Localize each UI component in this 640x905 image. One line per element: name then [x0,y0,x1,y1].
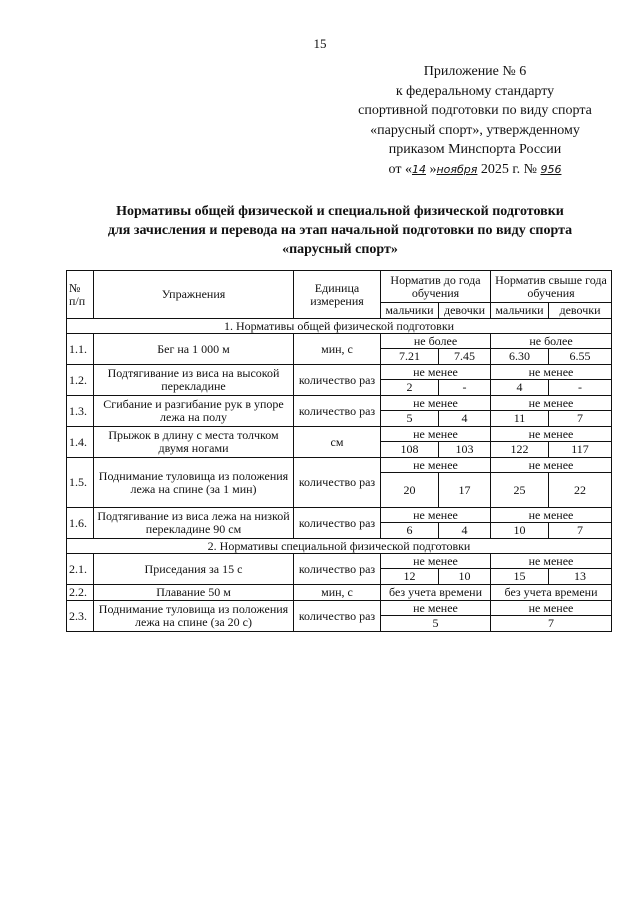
unit: количество раз [294,508,381,539]
norm-value-girls: 13 [549,569,612,585]
title-line: «парусный спорт» [282,242,398,257]
row-number: 2.2. [67,585,94,601]
row-number: 2.3. [67,601,94,632]
exercise-name: Сгибание и разгибание рук в упоре лежа на полу [94,396,294,427]
header-boys: мальчики [381,303,439,319]
norm-value-boys: 10 [491,523,549,539]
exercise-name: Бег на 1 000 м [94,334,294,365]
exercise-name: Плавание 50 м [94,585,294,601]
section-title: 1. Нормативы общей физической подготовки [67,319,612,334]
norm-value-boys: 15 [491,569,549,585]
standards-table [66,270,612,632]
row-number: 1.4. [67,427,94,458]
norm-value-boys: 7.21 [381,349,439,365]
row-number: 2.1. [67,554,94,585]
norm-value-girls: 4 [439,411,491,427]
norm-condition: не более [381,334,491,349]
norm-value-girls: 7 [549,411,612,427]
norm-value-girls: 10 [439,569,491,585]
unit: мин, с [294,585,381,601]
order-date-line [330,160,620,180]
norm-value-girls: 117 [549,442,612,458]
norm-condition: не более [491,334,612,349]
exercise-name: Прыжок в длину с места толчком двумя ногами [94,427,294,458]
unit: мин, с [294,334,381,365]
header-group-after-first-year: Норматив свыше года обучения [491,271,612,303]
norm-condition: не менее [491,365,612,380]
norm-condition: не менее [491,601,612,616]
norm-condition: не менее [381,458,491,473]
norm-condition: не менее [381,427,491,442]
unit: количество раз [294,554,381,585]
header-group-first-year: Норматив до года обучения [381,271,491,303]
section-title: 2. Нормативы специальной физической подготовки [67,539,612,554]
header-num: № п/п [67,271,94,319]
table-row [67,458,612,473]
appendix-line: к федеральному стандарту [395,83,555,99]
header-boys: мальчики [491,303,549,319]
exercise-name: Подтягивание из виса лежа на низкой перекладине 90 см [94,508,294,539]
table-row [67,601,612,616]
norm-value-boys: 25 [491,473,549,508]
norm-condition: не менее [491,458,612,473]
norm-value-boys: 122 [491,442,549,458]
norm-value-boys: 12 [381,569,439,585]
unit: количество раз [294,601,381,632]
exercise-name: Поднимание туловища из положения лежа на спине (за 20 с) [94,601,294,632]
table-row [67,365,612,380]
norm-value-girls: 7 [549,523,612,539]
row-number: 1.2. [67,365,94,396]
exercise-name: Подтягивание из виса на высокой перекладине [94,365,294,396]
date-year: 2025 г. № [477,161,541,177]
appendix-line: «парусный спорт», утвержденному [370,122,580,138]
table-row [67,396,612,411]
date-mid: » [425,161,437,177]
handwritten-order-number: 956 [540,162,562,176]
row-number: 1.1. [67,334,94,365]
norm-value-boys: 11 [491,411,549,427]
header-exercise: Упражнения [94,271,294,319]
page-number: 15 [313,36,327,51]
title-line: Нормативы общей физической и специальной физической подготовки [116,204,564,219]
norm-value: 5 [381,616,491,632]
norm-value-girls: - [439,380,491,396]
unit: см [294,427,381,458]
header-girls: девочки [549,303,612,319]
norm-value-girls: 6.55 [549,349,612,365]
appendix-line: Приложение № 6 [423,64,527,79]
norm-value-boys: 2 [381,380,439,396]
unit: количество раз [294,396,381,427]
exercise-name: Приседания за 15 с [94,554,294,585]
date-prefix: от « [388,161,412,177]
norm-value-girls: 22 [549,473,612,508]
table-row [67,427,612,442]
norm-condition: не менее [491,554,612,569]
handwritten-day: 14 [411,162,426,176]
exercise-name: Поднимание туловища из положения лежа на спине (за 1 мин) [94,458,294,508]
title-line: для зачисления и перевода на этап начальной подготовки по виду спорта [107,223,573,238]
section-row [67,539,612,554]
norm-value: 7 [491,616,612,632]
norm-value: без учета времени [491,585,612,601]
document-title [60,202,620,259]
table-row [67,334,612,349]
table-row [67,585,612,601]
row-number: 1.6. [67,508,94,539]
norm-condition: не менее [381,365,491,380]
header-girls: девочки [439,303,491,319]
appendix-line: приказом Минспорта России [388,142,562,157]
section-row [67,319,612,334]
unit: количество раз [294,458,381,508]
norm-condition: не менее [491,508,612,523]
norm-value-girls: 17 [439,473,491,508]
norm-value-boys: 5 [381,411,439,427]
table-row [67,554,612,569]
appendix-block [330,62,620,179]
handwritten-month: ноября [436,162,478,176]
row-number: 1.3. [67,396,94,427]
norm-value-girls: 7.45 [439,349,491,365]
norm-value: без учета времени [381,585,491,601]
norm-condition: не менее [381,396,491,411]
unit: количество раз [294,365,381,396]
norm-value-girls: - [549,380,612,396]
norm-value-boys: 6 [381,523,439,539]
header-unit: Единица измерения [294,271,381,319]
table-row [67,508,612,523]
appendix-line: спортивной подготовки по виду спорта [358,103,592,118]
norm-value-boys: 20 [381,473,439,508]
norm-condition: не менее [491,427,612,442]
norm-value-boys: 6.30 [491,349,549,365]
norm-value-boys: 4 [491,380,549,396]
norm-value-boys: 108 [381,442,439,458]
norm-value-girls: 4 [439,523,491,539]
norm-condition: не менее [381,601,491,616]
norm-condition: не менее [491,396,612,411]
norm-condition: не менее [381,554,491,569]
row-number: 1.5. [67,458,94,508]
norm-condition: не менее [381,508,491,523]
norm-value-girls: 103 [439,442,491,458]
